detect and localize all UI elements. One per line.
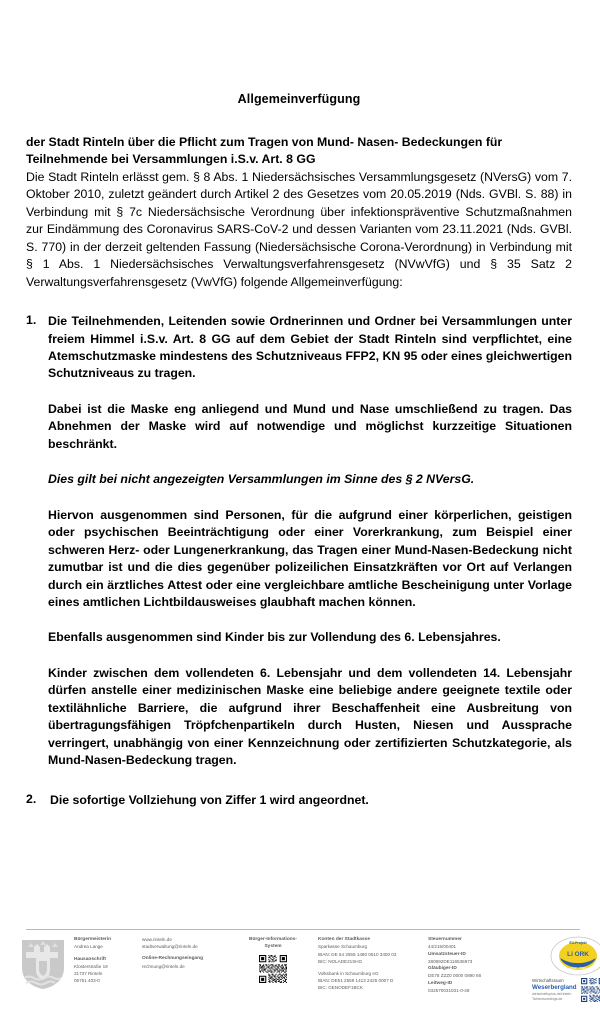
footer-contact-column [74, 936, 142, 984]
footer-web-column [142, 936, 234, 970]
bis-title-line1: Bürger-Informations- [249, 937, 297, 942]
bank2-name: Volksbank in Schaumburg eG [318, 970, 379, 976]
invoice-label: Online-Rechnungseingang [142, 956, 204, 962]
item-number: 2. [26, 791, 37, 806]
bis-qr-code-icon[interactable] [258, 954, 288, 984]
bank2-bic: BIC: GENODEF1BCK [318, 984, 363, 990]
vat-id-label: Umsatzsteuer-ID [428, 951, 466, 957]
email-link[interactable]: stadtverwaltung@rinteln.de [142, 944, 198, 950]
item-paragraph: Hiervon ausgenommen sind Personen, für die aufgrund einer körperlichen, geistigen oder psychischen Beeinträchtigung oder einer Vorerkrankung, zum Beispiel einer schweren Herz- oder Lungenerkrankung, das Tragen einer Mund-Nasen-Bedeckung nicht zumutbar ist und die dies gegenüber polizeilichen Einsatzkräften vor Ort auf Verlangen durch ein ärztliches Attest oder eine vergleichbare amtliche Bescheinigung unter Vorlage eines amtlichen Lichtbildausweises glaubhaft machen können. [48, 507, 572, 609]
crest-column [20, 936, 74, 990]
bank-accounts-label: Konten der Stadtkasse [318, 937, 370, 942]
routing-id-value: 032570031031-0-49 [428, 988, 470, 994]
footer-bis-column [234, 936, 318, 984]
footer-logos-column [532, 936, 600, 1003]
weserbergland-top-label: Wirtschaftsraum [532, 978, 564, 983]
tax-number-label: Steuernummer [428, 937, 462, 942]
document-subtitle: der Stadt Rinteln über die Pflicht zum Tragen von Mund- Nasen- Bedeckungen für Teilnehmende bei Versammlungen i.S.v. Art. 8 GG [26, 135, 503, 167]
website-link[interactable]: www.rinteln.de [142, 937, 172, 942]
footer-bank-column [318, 936, 428, 991]
address-city: 31737 Rinteln [74, 971, 103, 977]
ordered-items-list [26, 313, 572, 809]
svg-text:EU-Projekt: EU-Projekt [568, 941, 587, 945]
intro-paragraph: Die Stadt Rinteln erlässt gem. § 8 Abs. 1 Niedersächsisches Versammlungsgesetz (NVersG) vom 7. Oktober 2010, zuletzt geändert durch Artikel 2 des Gesetzes vom 20.05.2019 (Nds. GVBl. S. 88) in Verbindung mit § 7c Niedersächsische Verordnung über infektionspräventive Schutzmaßnahmen zur Eindämmung des Coronavirus SARS-CoV-2 und dessen Varianten vom 23.11.2021 (Nds. GVBl. S. 770) in der derzeit geltenden Fassung (Niedersächsische Corona-Verordnung) in Verbindung mit § 1 Abs. 1 Niedersächsisches Verwaltungsverfahrensgesetz (NVwVfG) und § 35 Satz 2 Verwaltungsverfahrensgesetz (VwVfG) folgende Allgemeinverfügung: [26, 169, 572, 289]
footer-divider [26, 929, 580, 930]
mayor-role-label: Bürgermeisterin [74, 937, 112, 942]
list-item [26, 313, 572, 770]
address-street: Klosterstraße 19 [74, 963, 108, 969]
address-phone: 05751 403-0 [74, 978, 100, 984]
weserbergland-url[interactable]: wirtschaftsplus.de/rinteln [532, 992, 572, 997]
page-footer [0, 929, 600, 1011]
weserbergland-url-secondary[interactable]: Tahrensorstings.de [532, 997, 563, 1002]
item-paragraph: Dabei ist die Maske eng anliegend und Mund und Nase umschließend zu tragen. Das Abnehmen der Maske wird auf notwendige und möglichst kurzzeitige Situationen beschränkt. [48, 401, 572, 451]
item-number: 1. [26, 313, 37, 328]
bank1-bic: BIC: NOLADE21SHG [318, 958, 363, 964]
svg-text:2012 - 2020: 2012 - 2020 [569, 966, 586, 970]
bank2-iban: IBAN: DE51 2559 1413 2425 0007 D [318, 977, 394, 983]
document-content [0, 92, 600, 809]
page-title: Allgemeinverfügung [237, 92, 361, 106]
eu-life-plus-badge-icon [550, 936, 600, 976]
tax-number-value: 44/215/00401 [428, 944, 457, 950]
list-item [26, 792, 572, 809]
invoice-email-link[interactable]: rechnung@rinteln.de [142, 963, 185, 969]
footer-tax-column [428, 936, 532, 994]
item-paragraph: Kinder zwischen dem vollendeten 6. Lebensjahr und dem vollendeten 14. Lebensjahr dürfen anstelle einer medizinischen Maske eine beliebige andere geeignete textile oder textilähnliche Barriere, die aufgrund ihrer Beschaffenheit eine Ausbreitung von übertragungsfähigen Tröpfchenpartikeln durch Husten, Niesen und Aussprache verringert, unabhängig von einer Kennzeichnung oder zertifizierten Schutzkategorie, als Mund-Nasen-Bedeckung tragen. [48, 665, 572, 768]
item-body [26, 313, 572, 770]
bank1-iban: IBAN: DE 64 2555 1480 0510 3400 03 [318, 951, 397, 957]
item-paragraph: Ebenfalls ausgenommen sind Kinder bis zur Vollendung des 6. Lebensjahres. [48, 630, 501, 645]
weserbergland-qr-code-icon[interactable] [580, 977, 600, 1003]
svg-text:LIFE+: LIFE+ [569, 958, 586, 965]
document-page [0, 92, 600, 1011]
routing-id-label: Leitweg-ID [428, 980, 453, 986]
svg-text:Li ORK: Li ORK [566, 951, 589, 958]
creditor-id-value: DE78 ZZZ0 0000 0890 66 [428, 973, 482, 979]
bis-title-line2: System [264, 944, 282, 950]
weserbergland-main-label: Weserbergland [532, 983, 577, 991]
vat-id-value: 280992DE116536973 [428, 958, 473, 964]
stadt-rinteln-coat-of-arms-icon [20, 938, 66, 990]
creditor-id-label: Gläubiger-ID [428, 966, 457, 972]
bank1-name: Sparkasse Schaumburg [318, 944, 368, 950]
weserbergland-badge [532, 977, 600, 1003]
footer-columns [20, 936, 589, 1003]
item-body [26, 792, 572, 809]
item-paragraph-italic: Dies gilt bei nicht angezeigten Versammlungen im Sinne des § 2 NVersG. [48, 472, 475, 487]
item-paragraph: Die Teilnehmenden, Leitenden sowie Ordnerinnen und Ordner bei Versammlungen unter freiem Himmel i.S.v. Art. 8 GG auf dem Gebiet der Stadt Rinteln sind verpflichtet, eine Atemschutzmaske mindestens des Schutzniveaus FFP2, KN 95 oder eines gleichwertigen Schutzniveaus zu tragen. [48, 314, 572, 381]
weserbergland-text [532, 978, 580, 1002]
address-label: Hausanschrift [74, 956, 106, 962]
mayor-name: Andrea Lange [74, 944, 103, 950]
item-paragraph: Die sofortige Vollziehung von Ziffer 1 wird angeordnet. [50, 792, 369, 807]
